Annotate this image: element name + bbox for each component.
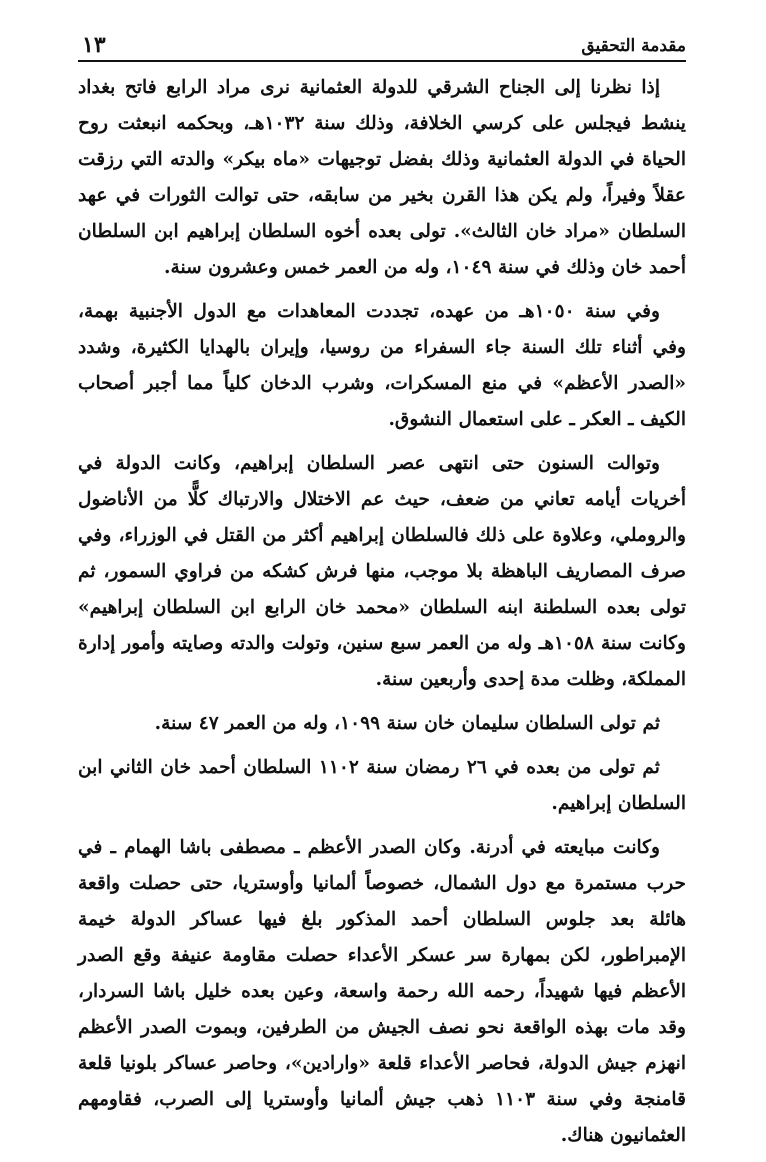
paragraph: إذا نظرنا إلى الجناح الشرقي للدولة العثمانية نرى مراد الرابع فاتح بغداد ينشط فيجلس على كرسي الخلافة، وذلك سنة ١٠٣٢هـ، وبحكمه انبعثت روح الحياة في الدولة العثمانية وذلك بفضل توجيهات «ماه بيكر» والدته التي رزقت عقلاً وفيراً، ولم يكن هذا القرن بخير من سابقه، حتى توالت الثورات في عهد السلطان «مراد خان الثالث». تولى بعده أخوه السلطان إبراهيم ابن السلطان أحمد خان وذلك في سنة ١٠٤٩، وله من العمر خمس وعشرون سنة. xyxy=(78,77,686,278)
paragraph: وكانت مبايعته في أدرنة. وكان الصدر الأعظم ـ مصطفى باشا الهمام ـ في حرب مستمرة مع دول الشمال، خصوصاً ألمانيا وأوستريا، حتى حصلت واقعة هائلة بعد جلوس السلطان أحمد المذكور بلغ فيها عساكر الدولة خيمة الإمبراطور، لكن بمهارة سر عسكر الأعداء حصلت مقاومة عنيفة وقع الصدر الأعظم فيها شهيداً، رحمه الله رحمة واسعة، وعين بعده خليل باشا السردار، وقد مات بهذه الواقعة نحو نصف الجيش من الطرفين، وبموت الصدر الأعظم انهزم جيش الدولة، فحاصر الأعداء قلعة «وارادين»، وحاصر عساكر بلونيا قلعة قامنجة وفي سنة ١١٠٣ ذهب جيش ألمانيا وأوستريا إلى الصرب، فقاومهم العثمانيون هناك. xyxy=(78,837,686,1146)
paragraph: وتوالت السنون حتى انتهى عصر السلطان إبراهيم، وكانت الدولة في أخريات أيامه تعاني من ضعف، حيث عم الاختلال والارتباك كلًّا من الأناضول والروملي، وعلاوة على ذلك فالسلطان إبراهيم أكثر من القتل في الوزراء، وفي صرف المصاريف الباهظة بلا موجب، منها فرش كشكه من فراوي السمور، ثم تولى بعده السلطنة ابنه السلطان «محمد خان الرابع ابن السلطان إبراهيم» وكانت سنة ١٠٥٨هـ وله من العمر سبع سنين، وتولت والدته وصايته وأمور إدارة المملكة، وظلت مدة إحدى وأربعين سنة. xyxy=(78,453,686,690)
page-number: ١٣ xyxy=(82,32,106,58)
page-body xyxy=(78,70,686,1162)
paragraph: ثم تولى السلطان سليمان خان سنة ١٠٩٩، وله من العمر ٤٧ سنة. xyxy=(154,713,660,734)
paragraph: ثم تولى من بعده في ٢٦ رمضان سنة ١١٠٢ السلطان أحمد خان الثاني ابن السلطان إبراهيم. xyxy=(78,757,686,814)
paragraph: وفي سنة ١٠٥٠هـ من عهده، تجددت المعاهدات مع الدول الأجنبية بهمة، وفي أثناء تلك السنة جاء السفراء من روسيا، وإيران بالهدايا الكثيرة، وشدد «الصدر الأعظم» في منع المسكرات، وشرب الدخان كلياً مما أجبر أصحاب الكيف ـ العكر ـ على استعمال النشوق. xyxy=(78,301,686,430)
running-title: مقدمة التحقيق xyxy=(581,36,686,56)
running-header xyxy=(78,26,686,62)
